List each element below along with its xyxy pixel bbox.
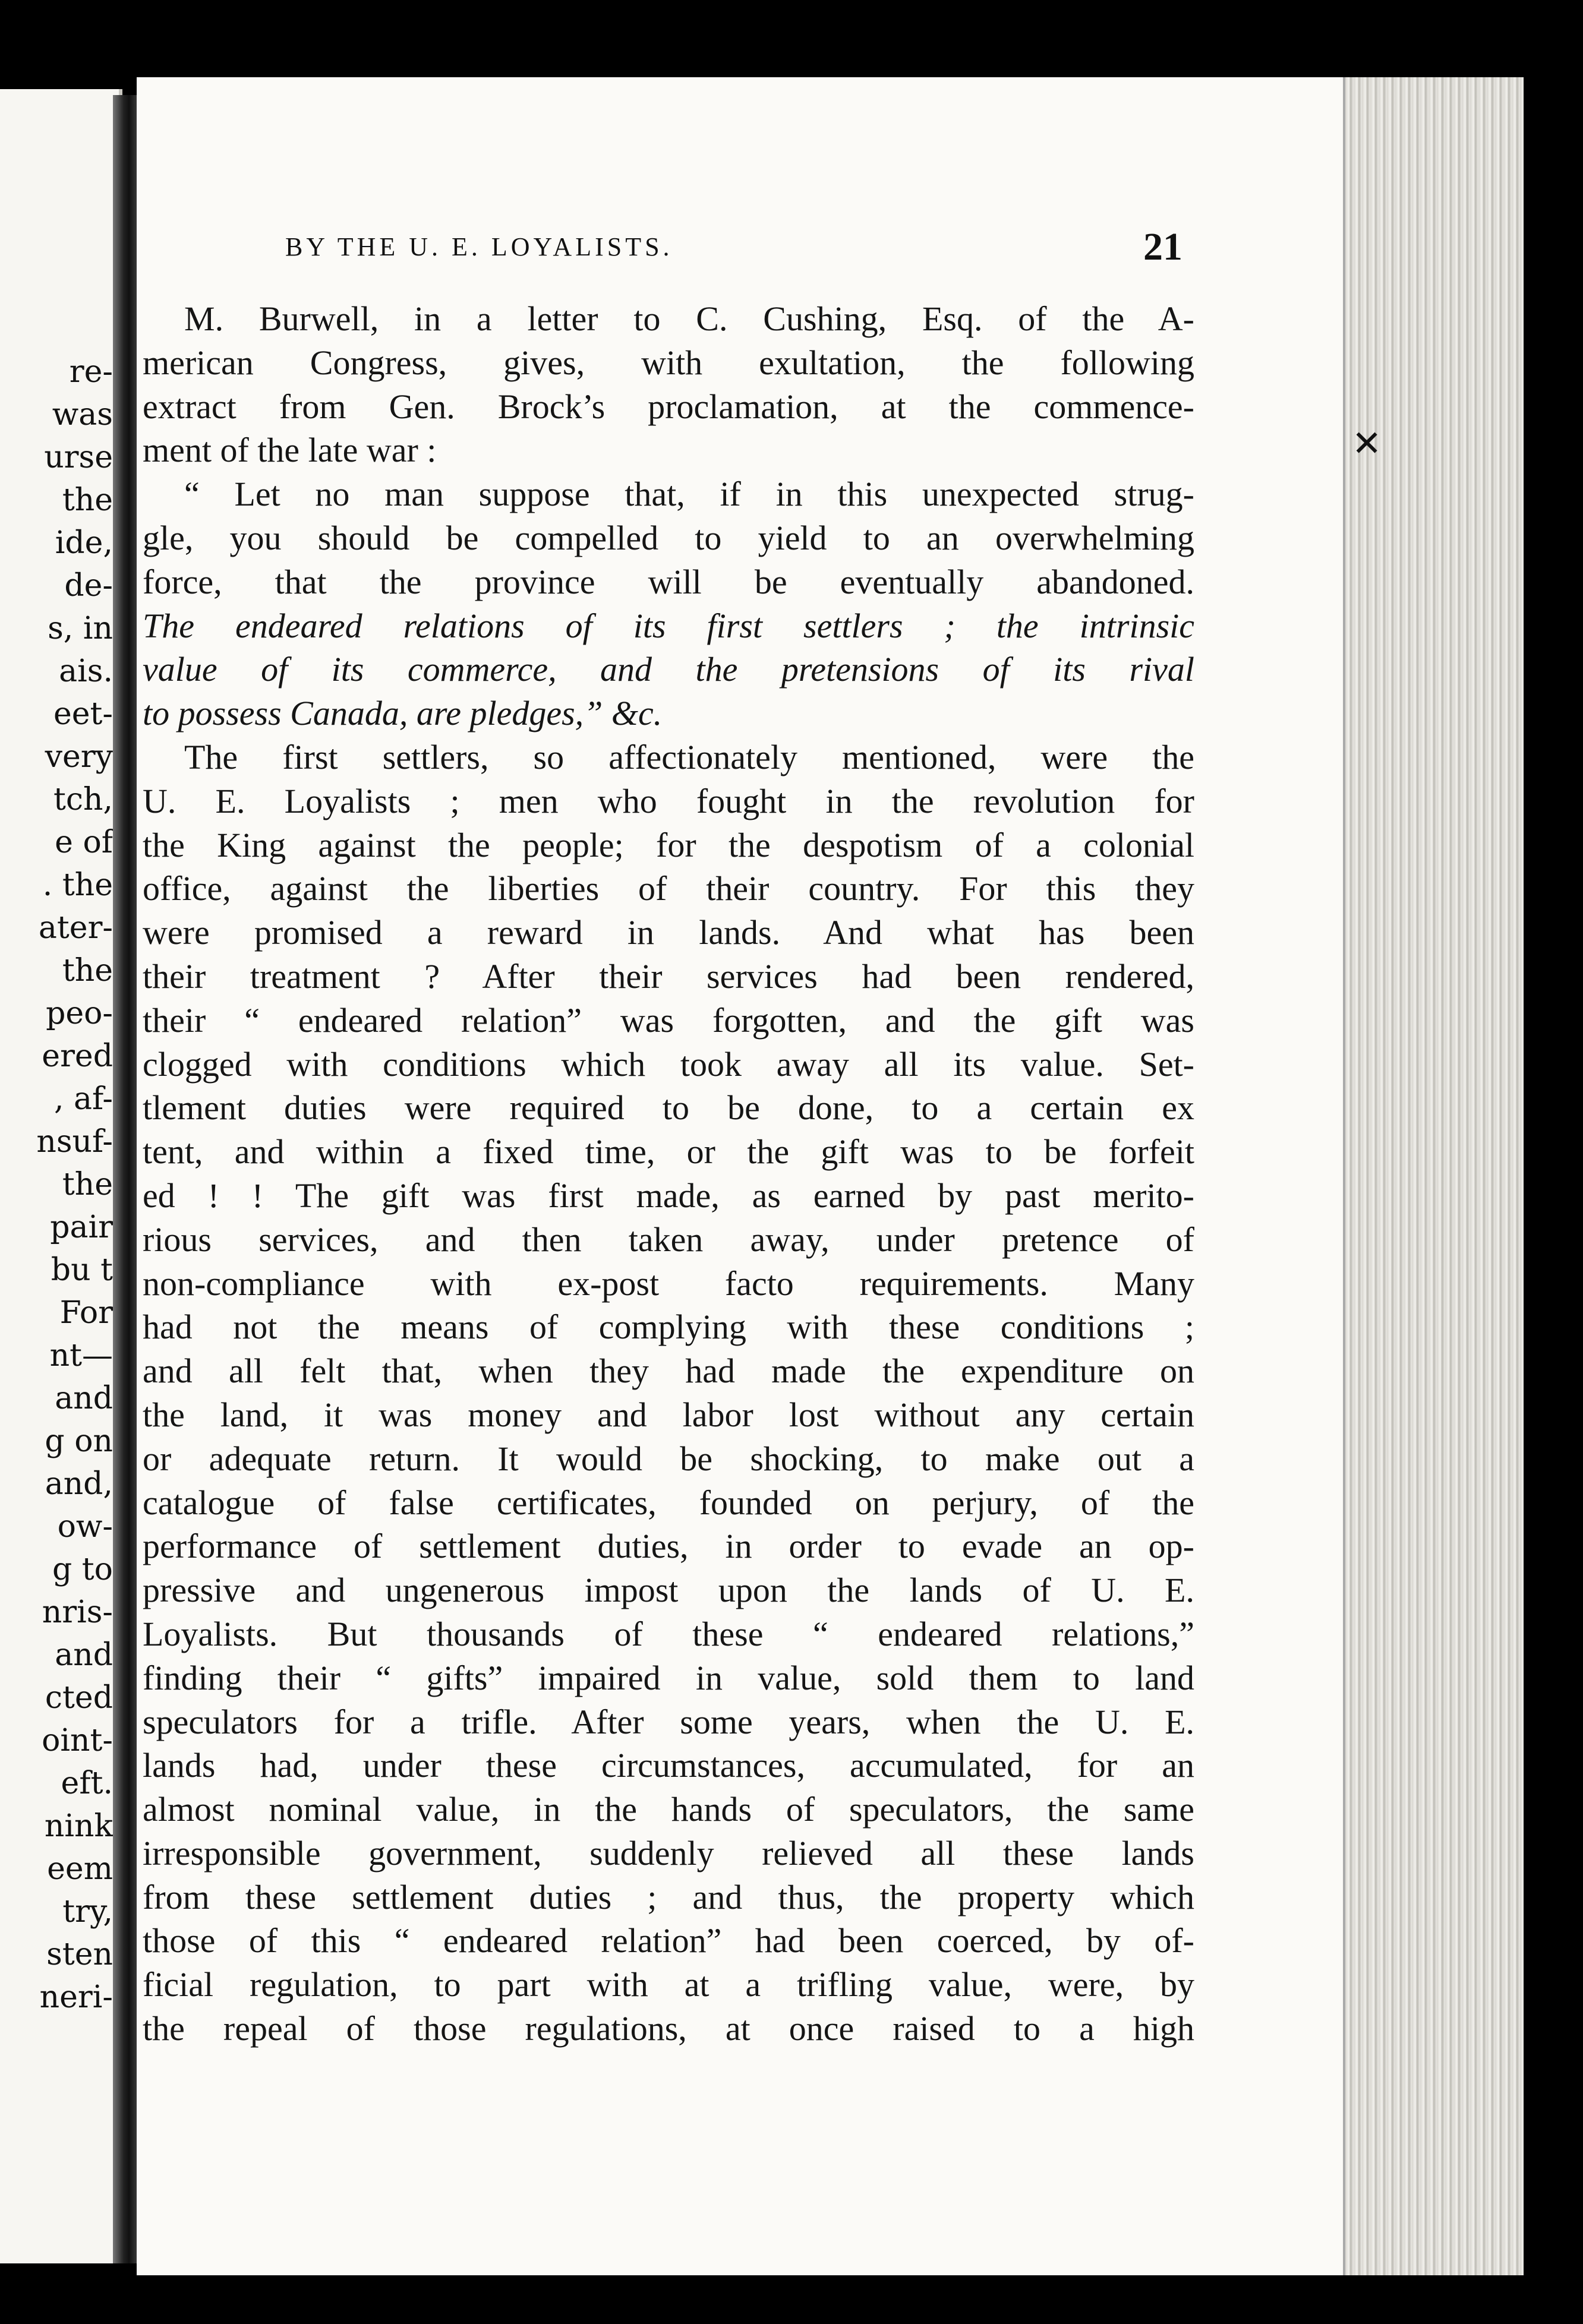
text-line: tlement duties were required to be done, to a certain ex	[143, 1088, 1194, 1128]
text-line: and all felt that, when they had made the expenditure on	[143, 1352, 1194, 1391]
facing-page-fragment: peo-	[46, 996, 113, 1031]
facing-page-fragment: ais.	[59, 653, 113, 689]
facing-page-left	[0, 89, 122, 2263]
page-edges	[1343, 77, 1524, 2275]
text-line: ment of the late war :	[143, 431, 437, 470]
facing-page-fragment: and,	[45, 1466, 113, 1502]
facing-page-fragment: and	[55, 1381, 113, 1416]
text-line: lands had, under these circumstances, accumulated, for an	[143, 1746, 1194, 1785]
facing-page-fragment: nris-	[42, 1594, 113, 1630]
text-line: finding their “ gifts” impaired in value, sold them to land	[143, 1658, 1194, 1697]
text-line: extract from Gen. Brock’s proclamation, at the commence-	[143, 387, 1194, 426]
facing-page-fragment: eem	[47, 1851, 113, 1887]
facing-page-fragment: was	[52, 397, 113, 432]
marginal-mark: ✕	[1352, 423, 1382, 465]
text-line: or adequate return. It would be shocking, to make out a	[143, 1439, 1194, 1478]
facing-page-fragment: . the	[42, 867, 113, 903]
facing-page-fragment: g on	[45, 1423, 113, 1459]
text-line: U. E. Loyalists ; men who fought in the revolution for	[143, 781, 1194, 820]
text-line: ficial regulation, to part with at a trifling value, were, by	[143, 1965, 1194, 2004]
facing-page-fragment: bu t	[51, 1252, 113, 1288]
text-line: force, that the province will be eventually abandoned.	[143, 562, 1194, 601]
facing-page-fragment: and	[55, 1637, 113, 1673]
running-head: BY THE U. E. LOYALISTS.	[285, 232, 673, 261]
facing-page-fragment: eft.	[61, 1766, 113, 1801]
book-gutter	[113, 95, 140, 2263]
text-line: value of its commerce, and the pretensions of its rival	[143, 650, 1194, 689]
facing-page-fragment: try,	[62, 1894, 113, 1930]
facing-page-fragment: urse	[44, 440, 113, 475]
text-line: Loyalists. But thousands of these “ endeared relations,”	[143, 1614, 1194, 1653]
text-line: gle, you should be compelled to yield to an overwhelming	[143, 518, 1194, 557]
text-line: non-compliance with ex-post facto requirements. Many	[143, 1264, 1194, 1303]
facing-page-fragment: the	[62, 1167, 113, 1202]
facing-page-fragment: ide,	[55, 525, 113, 561]
text-line: were promised a reward in lands. And what has been	[143, 913, 1194, 952]
facing-page-fragment: ow-	[57, 1509, 113, 1545]
facing-page-fragment: For	[59, 1295, 113, 1331]
facing-page-fragment: tch,	[53, 782, 113, 817]
facing-page-fragment: cted	[45, 1680, 113, 1716]
body-text	[143, 297, 1194, 2051]
facing-page-fragment: de-	[64, 568, 113, 604]
text-line: catalogue of false certificates, founded on perjury, of the	[143, 1483, 1194, 1522]
text-line: almost nominal value, in the hands of speculators, the same	[143, 1790, 1194, 1829]
text-line: performance of settlement duties, in order to evade an op-	[143, 1527, 1194, 1566]
facing-page-fragment: nink	[44, 1808, 113, 1844]
facing-page-fragment: very	[45, 739, 113, 775]
facing-page-text-fragments	[0, 351, 113, 2019]
facing-page-fragment: s, in	[48, 611, 113, 646]
facing-page-fragment: e of	[55, 825, 113, 860]
text-line: M. Burwell, in a letter to C. Cushing, Esq. of the A-	[184, 299, 1194, 338]
facing-page-fragment: sten	[46, 1937, 113, 1972]
text-line: speculators for a trifle. After some years, when the U. E.	[143, 1702, 1194, 1741]
facing-page-fragment: neri-	[39, 1979, 113, 2015]
facing-page-fragment: g to	[52, 1552, 113, 1587]
facing-page-fragment: nt—	[49, 1338, 113, 1373]
text-line: the King against the people; for the despotism of a colonial	[143, 825, 1194, 864]
text-line: tent, and within a fixed time, or the gift was to be forfeit	[143, 1132, 1194, 1172]
facing-page-fragment: the	[62, 482, 113, 518]
facing-page-fragment: ered	[42, 1038, 113, 1074]
text-line: from these settlement duties ; and thus, the property which	[143, 1877, 1194, 1916]
text-line: The endeared relations of its first settlers ; the intrinsic	[143, 606, 1194, 645]
facing-page-fragment: , af-	[53, 1081, 113, 1117]
text-line: office, against the liberties of their country. For this they	[143, 869, 1194, 908]
text-line: pressive and ungenerous impost upon the lands of U. E.	[143, 1571, 1194, 1610]
text-line: to possess Canada, are pledges,” &c.	[143, 694, 663, 733]
facing-page-fragment: nsuf-	[36, 1124, 113, 1160]
facing-page-fragment: oint-	[42, 1723, 113, 1758]
text-line: ed ! ! The gift was first made, as earned by past merito-	[143, 1176, 1194, 1215]
facing-page-fragment: pair	[50, 1210, 113, 1245]
facing-page-fragment: ater-	[38, 910, 113, 946]
text-line: The first settlers, so affectionately mentioned, were the	[184, 737, 1194, 776]
text-line: “ Let no man suppose that, if in this unexpected strug-	[184, 475, 1194, 514]
text-line: merican Congress, gives, with exultation, the following	[143, 343, 1194, 382]
text-line: the repeal of those regulations, at once raised to a high	[143, 2009, 1194, 2048]
text-line: the land, it was money and labor lost without any certain	[143, 1395, 1194, 1434]
text-line: irresponsible government, suddenly relieved all these lands	[143, 1833, 1194, 1873]
text-line: had not the means of complying with these conditions ;	[143, 1308, 1194, 1347]
text-line: clogged with conditions which took away all its value. Set-	[143, 1044, 1194, 1084]
facing-page-fragment: the	[62, 953, 113, 989]
page-number: 21	[1143, 225, 1182, 269]
facing-page-fragment: re-	[69, 354, 113, 390]
facing-page-fragment: eet-	[53, 696, 113, 732]
text-line: those of this “ endeared relation” had been coerced, by of-	[143, 1921, 1194, 1960]
text-line: their treatment ? After their services had been rendered,	[143, 956, 1194, 996]
text-line: their “ endeared relation” was forgotten, and the gift was	[143, 1000, 1194, 1040]
text-line: rious services, and then taken away, under pretence of	[143, 1220, 1194, 1259]
